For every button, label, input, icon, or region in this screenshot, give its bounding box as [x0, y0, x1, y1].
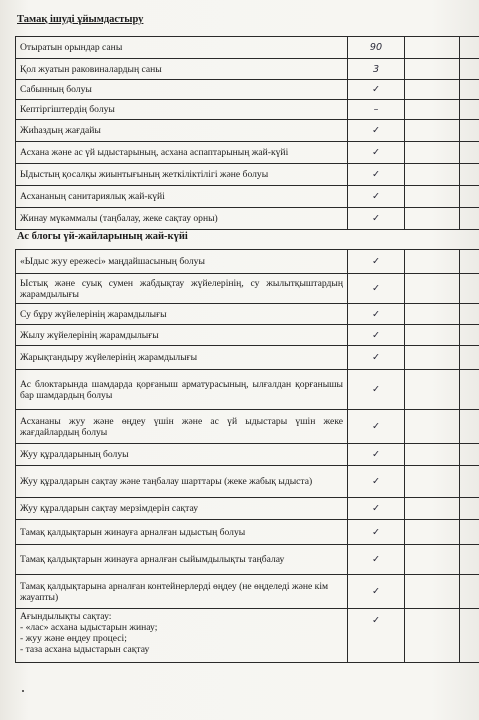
empty-cell [405, 164, 460, 186]
empty-cell [460, 410, 479, 444]
row-mark: ✓ [348, 575, 405, 609]
empty-cell [405, 186, 460, 208]
table-row [16, 609, 479, 663]
table-row [16, 142, 479, 164]
empty-cell [405, 304, 460, 325]
empty-cell [460, 274, 479, 304]
row-mark: 90 [348, 37, 405, 59]
empty-cell [460, 575, 479, 609]
empty-cell [405, 208, 460, 230]
empty-cell [405, 250, 460, 274]
empty-cell [405, 37, 460, 59]
row-mark: ✓ [348, 164, 405, 186]
row-mark: ✓ [348, 208, 405, 230]
row-label: Кептіргіштердің болуы [16, 100, 348, 120]
empty-cell [405, 466, 460, 498]
empty-cell [460, 142, 479, 164]
table-row [16, 186, 479, 208]
row-label: Жиһаздың жағдайы [16, 120, 348, 142]
table-row [16, 37, 479, 59]
empty-cell [460, 186, 479, 208]
row-label: Қол жуатын раковиналардың саны [16, 59, 348, 80]
table-row [16, 208, 479, 230]
empty-cell [460, 250, 479, 274]
empty-cell [405, 370, 460, 410]
ink-dot [22, 690, 24, 692]
empty-cell [405, 325, 460, 346]
row-label: «Ыдыс жуу ережесі» маңдайшасының болуы [16, 250, 348, 274]
row-mark: ✓ [348, 609, 405, 663]
row-label: Асхананы жуу және өңдеу үшін және ас үй ыдыстары үшін жеке жағдайлардың болуы [16, 410, 348, 444]
table-row [16, 80, 479, 100]
empty-cell [405, 444, 460, 466]
row-label: Тамақ қалдықтарын жинауға арналған ыдыстың болуы [16, 520, 348, 545]
empty-cell [405, 120, 460, 142]
table-row [16, 410, 479, 444]
row-mark: ✓ [348, 545, 405, 575]
empty-cell [460, 59, 479, 80]
row-label: Отыратын орындар саны [16, 37, 348, 59]
empty-cell [405, 575, 460, 609]
row-mark: – [348, 100, 405, 120]
row-mark: 3 [348, 59, 405, 80]
row-label: Жинау мүкәммалы (таңбалау, жеке сақтау орны) [16, 208, 348, 230]
row-label: Ыдыстың қосалқы жиынтығының жеткіліктілігі және болуы [16, 164, 348, 186]
row-label: Су бұру жүйелерінің жарамдылығы [16, 304, 348, 325]
empty-cell [460, 37, 479, 59]
row-mark: ✓ [348, 325, 405, 346]
table-row [16, 304, 479, 325]
row-mark: ✓ [348, 274, 405, 304]
table-row [16, 498, 479, 520]
table-row [16, 346, 479, 370]
empty-cell [460, 466, 479, 498]
row-mark: ✓ [348, 304, 405, 325]
table-row [16, 370, 479, 410]
row-label: Ағындылықты сақтау: - «лас» асхана ыдыстарын жинау; - жуу және өңдеу процесі; - таза асхана ыдыстарын сақтау [16, 609, 348, 663]
row-label: Тамақ қалдықтарына арналған контейнерлерді өңдеу (не өңделеді және кім жауапты) [16, 575, 348, 609]
section-title-kitchen: Ас блогы үй-жайларының жай-күйі [17, 231, 188, 242]
row-label: Жарықтандыру жүйелерінің жарамдылығы [16, 346, 348, 370]
row-label: Жылу жүйелерінің жарамдылығы [16, 325, 348, 346]
table-row [16, 466, 479, 498]
table-row [16, 59, 479, 80]
row-label: Жуу құралдарын сақтау мерзімдерін сақтау [16, 498, 348, 520]
empty-cell [460, 120, 479, 142]
row-mark: ✓ [348, 142, 405, 164]
section-title-catering: Тамақ ішуді ұйымдастыру [17, 14, 144, 25]
empty-cell [460, 444, 479, 466]
row-mark: ✓ [348, 498, 405, 520]
row-label: Жуу құралдарын сақтау және таңбалау шарттары (жеке жабық ыдыста) [16, 466, 348, 498]
empty-cell [460, 498, 479, 520]
empty-cell [460, 545, 479, 575]
table-row [16, 325, 479, 346]
row-label: Тамақ қалдықтарын жинауға арналған сыйымдылықты таңбалау [16, 545, 348, 575]
empty-cell [460, 80, 479, 100]
row-label: Ыстық және суық сумен жабдықтау жүйелерінің, су жылытқыштардың жарамдылығы [16, 274, 348, 304]
empty-cell [460, 164, 479, 186]
row-mark: ✓ [348, 370, 405, 410]
row-mark: ✓ [348, 346, 405, 370]
row-mark: ✓ [348, 250, 405, 274]
table-row [16, 250, 479, 274]
empty-cell [460, 100, 479, 120]
table-row [16, 520, 479, 545]
row-label: Сабынның болуы [16, 80, 348, 100]
row-mark: ✓ [348, 466, 405, 498]
empty-cell [460, 304, 479, 325]
row-mark: ✓ [348, 186, 405, 208]
empty-cell [405, 100, 460, 120]
table-row [16, 545, 479, 575]
table-row [16, 444, 479, 466]
empty-cell [405, 274, 460, 304]
empty-cell [405, 346, 460, 370]
row-mark: ✓ [348, 444, 405, 466]
empty-cell [405, 609, 460, 663]
table-row [16, 120, 479, 142]
row-mark: ✓ [348, 410, 405, 444]
row-mark: ✓ [348, 80, 405, 100]
row-label: Жуу құралдарының болуы [16, 444, 348, 466]
empty-cell [405, 498, 460, 520]
empty-cell [460, 609, 479, 663]
row-label: Ас блоктарында шамдарда қорғаныш арматурасының, ылғалдан қорғанышы бар шамдардың болуы [16, 370, 348, 410]
empty-cell [405, 80, 460, 100]
empty-cell [460, 346, 479, 370]
kitchen-table [15, 249, 479, 663]
empty-cell [405, 142, 460, 164]
table-row [16, 164, 479, 186]
table-row [16, 575, 479, 609]
empty-cell [405, 410, 460, 444]
empty-cell [405, 520, 460, 545]
table-row [16, 100, 479, 120]
empty-cell [460, 520, 479, 545]
empty-cell [460, 325, 479, 346]
row-label: Асхананың санитариялық жай-күйі [16, 186, 348, 208]
row-mark: ✓ [348, 520, 405, 545]
catering-table [15, 36, 479, 230]
table-row [16, 274, 479, 304]
row-label: Асхана және ас үй ыдыстарының, асхана аспаптарының жай-күйі [16, 142, 348, 164]
empty-cell [460, 208, 479, 230]
empty-cell [460, 370, 479, 410]
row-mark: ✓ [348, 120, 405, 142]
empty-cell [405, 59, 460, 80]
empty-cell [405, 545, 460, 575]
